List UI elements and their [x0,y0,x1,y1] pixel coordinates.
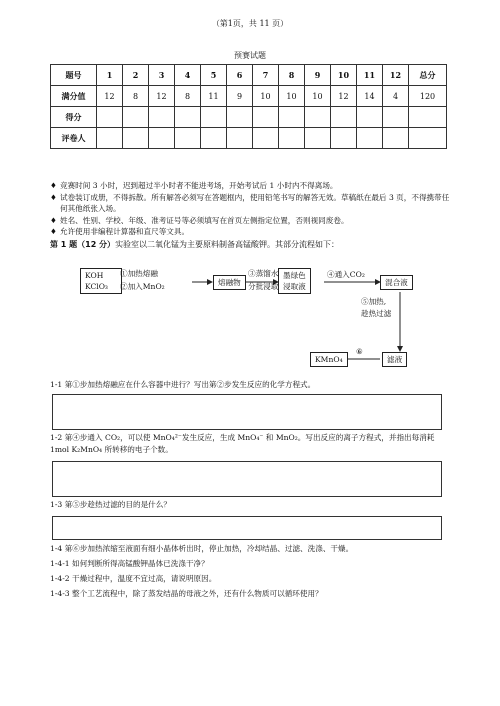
score-cell[interactable] [383,107,409,128]
score-cell: 8 [279,65,305,86]
question-1-1: 1-1 第①步加热熔融应在什么容器中进行？写出第②步发生反应的化学方程式。 [50,380,316,389]
score-cell[interactable] [227,107,253,128]
step-3-sub-label: 分批浸取 [248,282,279,291]
score-cell[interactable] [123,107,149,128]
score-cell: 3 [149,65,175,86]
score-cell: 12 [149,86,175,107]
score-cell[interactable] [201,107,227,128]
score-cell: 14 [357,86,383,107]
score-cell[interactable] [149,107,175,128]
score-cell: 5 [201,65,227,86]
score-cell: 9 [227,86,253,107]
score-cell[interactable] [331,107,357,128]
exam-title: 预赛试题 [234,51,266,60]
score-cell[interactable] [253,107,279,128]
diamond-bullet-icon: ♦ [50,227,57,237]
score-row [51,107,447,128]
score-cell[interactable] [331,128,357,149]
score-row-label: 评卷人 [51,128,97,149]
score-row-label: 题号 [51,65,97,86]
score-cell: 10 [305,86,331,107]
score-cell[interactable] [175,128,201,149]
score-cell[interactable] [409,107,447,128]
score-cell: 10 [279,86,305,107]
answer-box-1-2[interactable] [52,461,442,497]
score-table [50,64,447,149]
question-1-heading [50,239,450,250]
score-cell: 4 [383,86,409,107]
rule-item: ♦ 竞赛时间 3 小时，迟到超过半小时者不能进考场，开始考试后 1 小时内不得离场。 [50,181,338,190]
score-cell[interactable] [97,107,123,128]
extract-box: 墨绿色 浸取液 [278,268,311,294]
score-cell: 总分 [409,65,447,86]
score-cell: 4 [175,65,201,86]
step-5-label: ⑤加热, [361,297,387,306]
score-row [51,86,447,107]
score-cell[interactable] [383,128,409,149]
step-4-label: ④通入CO₂ [327,270,365,279]
score-cell[interactable] [279,107,305,128]
score-cell: 12 [383,65,409,86]
mixture-box: 混合液 [380,275,413,290]
score-cell: 120 [409,86,447,107]
question-1-4: 1-4 第⑥步加热浓缩至液面有细小晶体析出时，停止加热，冷却结晶、过滤、洗涤、干燥。 [50,544,354,553]
reagent-box: KOH KClO₃ [80,268,122,294]
score-cell: 7 [253,65,279,86]
score-cell: 11 [201,86,227,107]
product-box: KMnO₄ [310,352,348,367]
page-number: （第1页，共 11 页） [211,19,289,28]
diamond-bullet-icon: ♦ [50,192,57,202]
rule-item: ♦ 姓名、性别、学校、年级、准考证号等必须填写在首页左侧指定位置，否则视同废卷。 [50,215,349,225]
question-1-4-3: 1-4-3 整个工艺流程中，除了蒸发结晶的母液之外，还有什么物质可以循环使用？ [50,589,323,598]
score-cell[interactable] [97,128,123,149]
score-cell: 10 [331,65,357,86]
score-cell[interactable] [175,107,201,128]
score-cell[interactable] [227,128,253,149]
score-cell: 8 [175,86,201,107]
score-cell: 6 [227,65,253,86]
diamond-bullet-icon: ♦ [50,181,57,190]
score-cell: 12 [97,86,123,107]
score-cell: 10 [253,86,279,107]
question-1-label: 第 1 题（12 分） [50,240,116,249]
score-cell: 9 [305,65,331,86]
step-1-label: ①加热熔融 [120,269,158,278]
score-cell[interactable] [305,107,331,128]
exam-rules [50,180,450,238]
score-cell[interactable] [201,128,227,149]
score-row-label: 满分值 [51,86,97,107]
score-cell[interactable] [357,128,383,149]
diamond-bullet-icon: ♦ [50,215,57,225]
step-3-label: ③蒸馏水 [248,269,279,278]
score-cell[interactable] [253,128,279,149]
score-cell[interactable] [279,128,305,149]
question-1-4-2: 1-4-2 干燥过程中，温度不宜过高，请说明原因。 [50,574,217,583]
question-1-3: 1-3 第⑤步趁热过滤的目的是什么？ [50,500,171,509]
question-1-intro: 实验室以二氧化锰为主要原料制备高锰酸钾。其部分流程如下： [115,240,340,249]
score-cell[interactable] [123,128,149,149]
score-cell[interactable] [305,128,331,149]
question-1-2: 1-2 第④步通入 CO₂，可以使 MnO₄²⁻发生反应，生成 MnO₄⁻ 和 MnO₂。写出反应的离子方程式，并指出每消耗 1mol K₂MnO₄ 所转移的电子个数。 [50,433,435,454]
score-cell: 11 [357,65,383,86]
step-5-sub-label: 趁热过滤 [361,309,392,318]
score-row [51,65,447,86]
score-cell: 1 [97,65,123,86]
filtrate-box: 滤液 [382,352,407,367]
question-1-4-1: 1-4-1 如何判断所得高锰酸钾晶体已洗涤干净？ [50,559,209,568]
answer-box-1-1[interactable] [52,394,442,430]
step-2-label: ②加入MnO₂ [120,282,165,291]
rule-item: ♦ 试卷装订成册，不得拆散。所有解答必须写在答题框内，使用铅笔书写的解答无效。草稿纸在最后 3 页，不得携带任何其他纸张入场。 [50,192,450,214]
score-cell: 12 [331,86,357,107]
score-cell: 8 [123,86,149,107]
score-cell[interactable] [357,107,383,128]
answer-box-1-3[interactable] [52,516,442,540]
melt-box: 熔融物 [213,275,246,290]
score-cell[interactable] [149,128,175,149]
score-row-label: 得分 [51,107,97,128]
process-flow-diagram [80,262,440,370]
score-cell: 2 [123,65,149,86]
step-6-label: ⑥ [356,347,363,356]
score-cell[interactable] [409,128,447,149]
rule-item: ♦ 允许使用非编程计算器和直尺等文具。 [50,227,190,237]
score-row [51,128,447,149]
